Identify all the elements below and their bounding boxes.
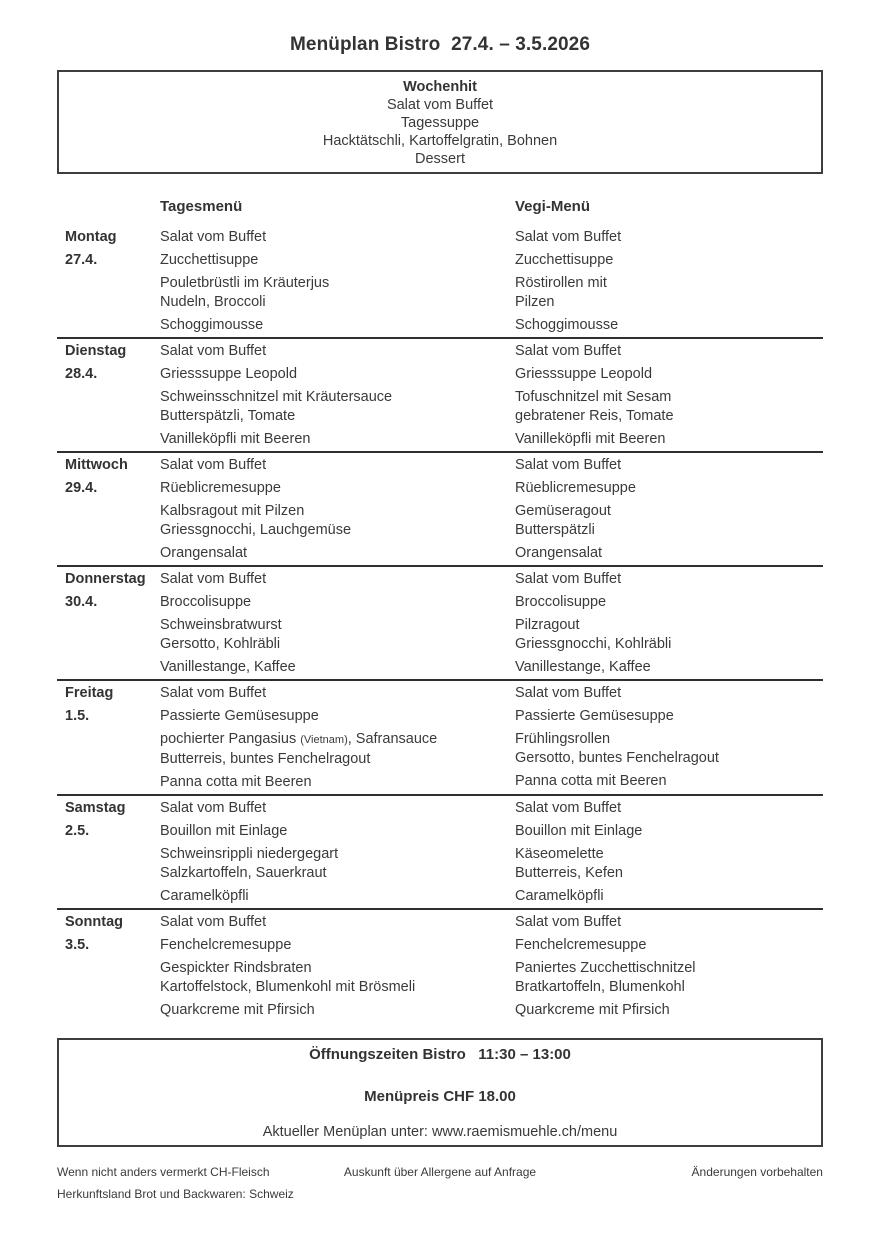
menu-line: Salat vom Buffet xyxy=(515,457,622,473)
day-label xyxy=(57,456,160,563)
menu-group xyxy=(160,616,515,654)
day-date: 28.4. xyxy=(65,366,98,382)
menu-line: Salat vom Buffet xyxy=(160,229,267,245)
menu-line: Quarkcreme mit Pfirsich xyxy=(160,1002,315,1018)
day-row-dienstag xyxy=(57,337,823,451)
menu-line: Salat vom Buffet xyxy=(160,685,267,701)
menu-line: Griessgnocchi, Lauchgemüse xyxy=(160,522,352,538)
week-hit-box xyxy=(57,70,823,174)
menu-line: Broccolisuppe xyxy=(515,594,607,610)
menu-group xyxy=(160,1001,515,1020)
tagesmenu-col xyxy=(160,570,515,677)
menu-line: Schoggimousse xyxy=(160,317,264,333)
day-row-sonntag xyxy=(57,908,823,1022)
day-name: Sonntag xyxy=(65,914,123,930)
menu-line: Tofuschnitzel mit Sesam xyxy=(515,389,672,405)
menu-price: Menüpreis CHF 18.00 xyxy=(364,1088,516,1105)
footer-left xyxy=(57,1161,312,1205)
menu-line: Orangensalat xyxy=(160,545,248,561)
menu-group xyxy=(160,251,515,270)
opening-hours: Öffnungszeiten Bistro 11:30 – 13:00 xyxy=(309,1046,571,1063)
menu-line: Salat vom Buffet xyxy=(515,914,622,930)
week-hit-line: Salat vom Buffet xyxy=(386,97,494,113)
menu-group xyxy=(160,365,515,384)
menu-group xyxy=(160,799,515,818)
menu-group xyxy=(515,479,823,498)
menu-group xyxy=(515,799,823,818)
menu-line: Zucchettisuppe xyxy=(515,252,614,268)
menu-group xyxy=(160,822,515,841)
tagesmenu-col xyxy=(160,342,515,449)
menu-group xyxy=(160,593,515,612)
menu-line: gebratener Reis, Tomate xyxy=(515,408,674,424)
menu-group xyxy=(515,316,823,335)
menu-line: Broccolisuppe xyxy=(160,594,252,610)
menu-line: Fenchelcremesuppe xyxy=(515,937,647,953)
day-label xyxy=(57,799,160,906)
col-header-vegi: Vegi-Menü xyxy=(515,198,591,215)
menu-group xyxy=(515,684,823,703)
menu-group xyxy=(160,316,515,335)
footer-meat-note: Wenn nicht anders vermerkt CH-Fleisch xyxy=(57,1165,270,1179)
day-row-donnerstag xyxy=(57,565,823,679)
menu-line: Bouillon mit Einlage xyxy=(515,823,643,839)
menu-group xyxy=(160,228,515,247)
menu-group xyxy=(515,1001,823,1020)
tagesmenu-col xyxy=(160,228,515,335)
menu-group xyxy=(160,845,515,883)
info-box xyxy=(57,1038,823,1147)
menu-group xyxy=(160,274,515,312)
menu-line: Salzkartoffeln, Sauerkraut xyxy=(160,865,327,881)
menu-group xyxy=(515,616,823,654)
menu-group xyxy=(515,365,823,384)
menu-group xyxy=(160,479,515,498)
menu-group xyxy=(515,887,823,906)
menu-group xyxy=(515,456,823,475)
menu-line: Butterreis, Kefen xyxy=(515,865,623,881)
menu-line: Griesssuppe Leopold xyxy=(160,366,298,382)
menu-line: Käseomelette xyxy=(515,846,604,862)
footer-changes-note: Änderungen vorbehalten xyxy=(691,1165,823,1179)
day-row-samstag xyxy=(57,794,823,908)
menu-line: Butterspätzli, Tomate xyxy=(160,408,296,424)
vegi-col xyxy=(515,456,823,563)
menu-line: Passierte Gemüsesuppe xyxy=(515,708,674,724)
menu-group xyxy=(515,274,823,312)
origin-note: (Vietnam) xyxy=(300,734,348,746)
menu-line-text: pochierter Pangasius xyxy=(160,731,301,747)
menu-group xyxy=(515,730,823,768)
table-header xyxy=(57,197,823,225)
menu-group xyxy=(515,251,823,270)
menu-group xyxy=(160,959,515,997)
menu-group xyxy=(515,593,823,612)
menu-line: Gersotto, buntes Fenchelragout xyxy=(515,750,719,766)
menu-group xyxy=(160,456,515,475)
menu-url-line: Aktueller Menüplan unter: www.raemismuehle.ch/menu xyxy=(262,1124,618,1140)
menu-line: Salat vom Buffet xyxy=(515,229,622,245)
menu-group xyxy=(515,658,823,677)
menu-line: Bouillon mit Einlage xyxy=(160,823,288,839)
week-hit-line: Dessert xyxy=(415,151,465,167)
menu-group xyxy=(515,228,823,247)
day-date: 1.5. xyxy=(65,708,90,724)
menu-group xyxy=(160,430,515,449)
tagesmenu-col xyxy=(160,456,515,563)
day-name: Samstag xyxy=(65,800,126,816)
menu-group xyxy=(515,936,823,955)
menu-line: Gespickter Rindsbraten xyxy=(160,960,312,976)
menu-line: Salat vom Buffet xyxy=(515,685,622,701)
menu-line xyxy=(160,730,515,750)
menu-line: Griessgnocchi, Kohlräbli xyxy=(515,636,672,652)
menu-group xyxy=(515,388,823,426)
menu-line: Griesssuppe Leopold xyxy=(515,366,653,382)
menu-line: Frühlingsrollen xyxy=(515,731,611,747)
vegi-col xyxy=(515,684,823,792)
tagesmenu-col xyxy=(160,913,515,1020)
menu-line: Rüeblicremesuppe xyxy=(160,480,281,496)
menu-line: Schoggimousse xyxy=(515,317,619,333)
vegi-col xyxy=(515,342,823,449)
day-label xyxy=(57,570,160,677)
day-row-montag xyxy=(57,225,823,337)
menu-group xyxy=(515,707,823,726)
menu-line: Butterreis, buntes Fenchelragout xyxy=(160,751,371,767)
menu-group xyxy=(160,388,515,426)
menu-line: Pouletbrüstli im Kräuterjus xyxy=(160,275,330,291)
day-row-freitag xyxy=(57,679,823,794)
menu-line: Kartoffelstock, Blumenkohl mit Brösmeli xyxy=(160,979,416,995)
footer-bread-note: Herkunftsland Brot und Backwaren: Schweiz xyxy=(57,1187,294,1201)
menu-line: Gemüseragout xyxy=(515,503,611,519)
menu-line: Salat vom Buffet xyxy=(160,343,267,359)
menu-line: Zucchettisuppe xyxy=(160,252,259,268)
menu-group xyxy=(515,570,823,589)
vegi-col xyxy=(515,799,823,906)
menu-group xyxy=(515,959,823,997)
menu-line: Pilzragout xyxy=(515,617,580,633)
menu-line: Quarkcreme mit Pfirsich xyxy=(515,1002,670,1018)
day-date: 27.4. xyxy=(65,252,98,268)
day-name: Donnerstag xyxy=(65,571,146,587)
menu-group xyxy=(160,570,515,589)
content-area xyxy=(57,70,823,1205)
menu-days xyxy=(57,225,823,1022)
menu-group xyxy=(160,913,515,932)
tagesmenu-col xyxy=(160,799,515,906)
menu-group xyxy=(160,730,515,769)
menu-line: Butterspätzli xyxy=(515,522,595,538)
col-header-tagesmenu: Tagesmenü xyxy=(160,198,243,215)
day-name: Dienstag xyxy=(65,343,127,359)
menu-group xyxy=(160,684,515,703)
menu-line: Caramelköpfli xyxy=(160,888,249,904)
vegi-col xyxy=(515,570,823,677)
footer xyxy=(57,1161,823,1205)
menu-line: Paniertes Zucchettischnitzel xyxy=(515,960,696,976)
menu-line: Fenchelcremesuppe xyxy=(160,937,292,953)
day-label xyxy=(57,228,160,335)
menu-group xyxy=(515,502,823,540)
vegi-col xyxy=(515,228,823,335)
menu-line: Rüeblicremesuppe xyxy=(515,480,636,496)
menu-group xyxy=(160,936,515,955)
day-date: 30.4. xyxy=(65,594,98,610)
footer-allergen-note: Auskunft über Allergene auf Anfrage xyxy=(343,1165,537,1179)
menu-line: Pilzen xyxy=(515,294,555,310)
day-row-mittwoch xyxy=(57,451,823,565)
menu-group xyxy=(160,773,515,792)
menu-group xyxy=(160,887,515,906)
menu-line: Salat vom Buffet xyxy=(160,571,267,587)
day-date: 2.5. xyxy=(65,823,90,839)
day-label xyxy=(57,342,160,449)
day-label xyxy=(57,913,160,1020)
menu-line: Salat vom Buffet xyxy=(160,914,267,930)
menu-line: Gersotto, Kohlräbli xyxy=(160,636,281,652)
menu-line: Bratkartoffeln, Blumenkohl xyxy=(515,979,685,995)
menu-line: Salat vom Buffet xyxy=(160,800,267,816)
menu-group xyxy=(160,544,515,563)
menu-line: Schweinsbratwurst xyxy=(160,617,282,633)
menu-line: Caramelköpfli xyxy=(515,888,604,904)
menu-line: Panna cotta mit Beeren xyxy=(515,773,667,789)
menu-line: Vanilleköpfli mit Beeren xyxy=(515,431,666,447)
day-name: Mittwoch xyxy=(65,457,128,473)
week-hit-title: Wochenhit xyxy=(403,79,477,95)
day-name: Montag xyxy=(65,229,117,245)
day-date: 29.4. xyxy=(65,480,98,496)
menu-line: Passierte Gemüsesuppe xyxy=(160,708,319,724)
menu-line: Schweinsschnitzel mit Kräutersauce xyxy=(160,389,393,405)
menu-group xyxy=(515,845,823,883)
menu-line: Nudeln, Broccoli xyxy=(160,294,266,310)
week-hit-line: Hacktätschli, Kartoffelgratin, Bohnen xyxy=(322,133,558,149)
menu-group xyxy=(160,342,515,361)
day-label xyxy=(57,684,160,792)
menu-line: Salat vom Buffet xyxy=(515,343,622,359)
menu-line: Panna cotta mit Beeren xyxy=(160,774,312,790)
day-column-spacer xyxy=(57,197,160,216)
menu-line: Vanillestange, Kaffee xyxy=(515,659,651,675)
menu-line: Kalbsragout mit Pilzen xyxy=(160,503,305,519)
day-name: Freitag xyxy=(65,685,114,701)
menu-line: Schweinsrippli niedergegart xyxy=(160,846,339,862)
menu-group xyxy=(515,544,823,563)
menu-line-text: , Safransauce xyxy=(347,731,438,747)
menu-line: Vanilleköpfli mit Beeren xyxy=(160,431,311,447)
tagesmenu-col xyxy=(160,684,515,792)
menu-group xyxy=(515,342,823,361)
menu-line: Salat vom Buffet xyxy=(515,800,622,816)
menu-group xyxy=(160,707,515,726)
menu-group xyxy=(515,772,823,791)
menu-group xyxy=(160,658,515,677)
menu-line: Orangensalat xyxy=(515,545,603,561)
menu-line: Salat vom Buffet xyxy=(160,457,267,473)
menu-group xyxy=(160,502,515,540)
menu-line: Salat vom Buffet xyxy=(515,571,622,587)
day-date: 3.5. xyxy=(65,937,90,953)
menu-group xyxy=(515,822,823,841)
menu-group xyxy=(515,913,823,932)
menu-line: Röstirollen mit xyxy=(515,275,607,291)
menu-line: Vanillestange, Kaffee xyxy=(160,659,296,675)
menu-group xyxy=(515,430,823,449)
vegi-col xyxy=(515,913,823,1020)
page-title: Menüplan Bistro 27.4. – 3.5.2026 xyxy=(289,34,591,55)
week-hit-line: Tagessuppe xyxy=(400,115,480,131)
